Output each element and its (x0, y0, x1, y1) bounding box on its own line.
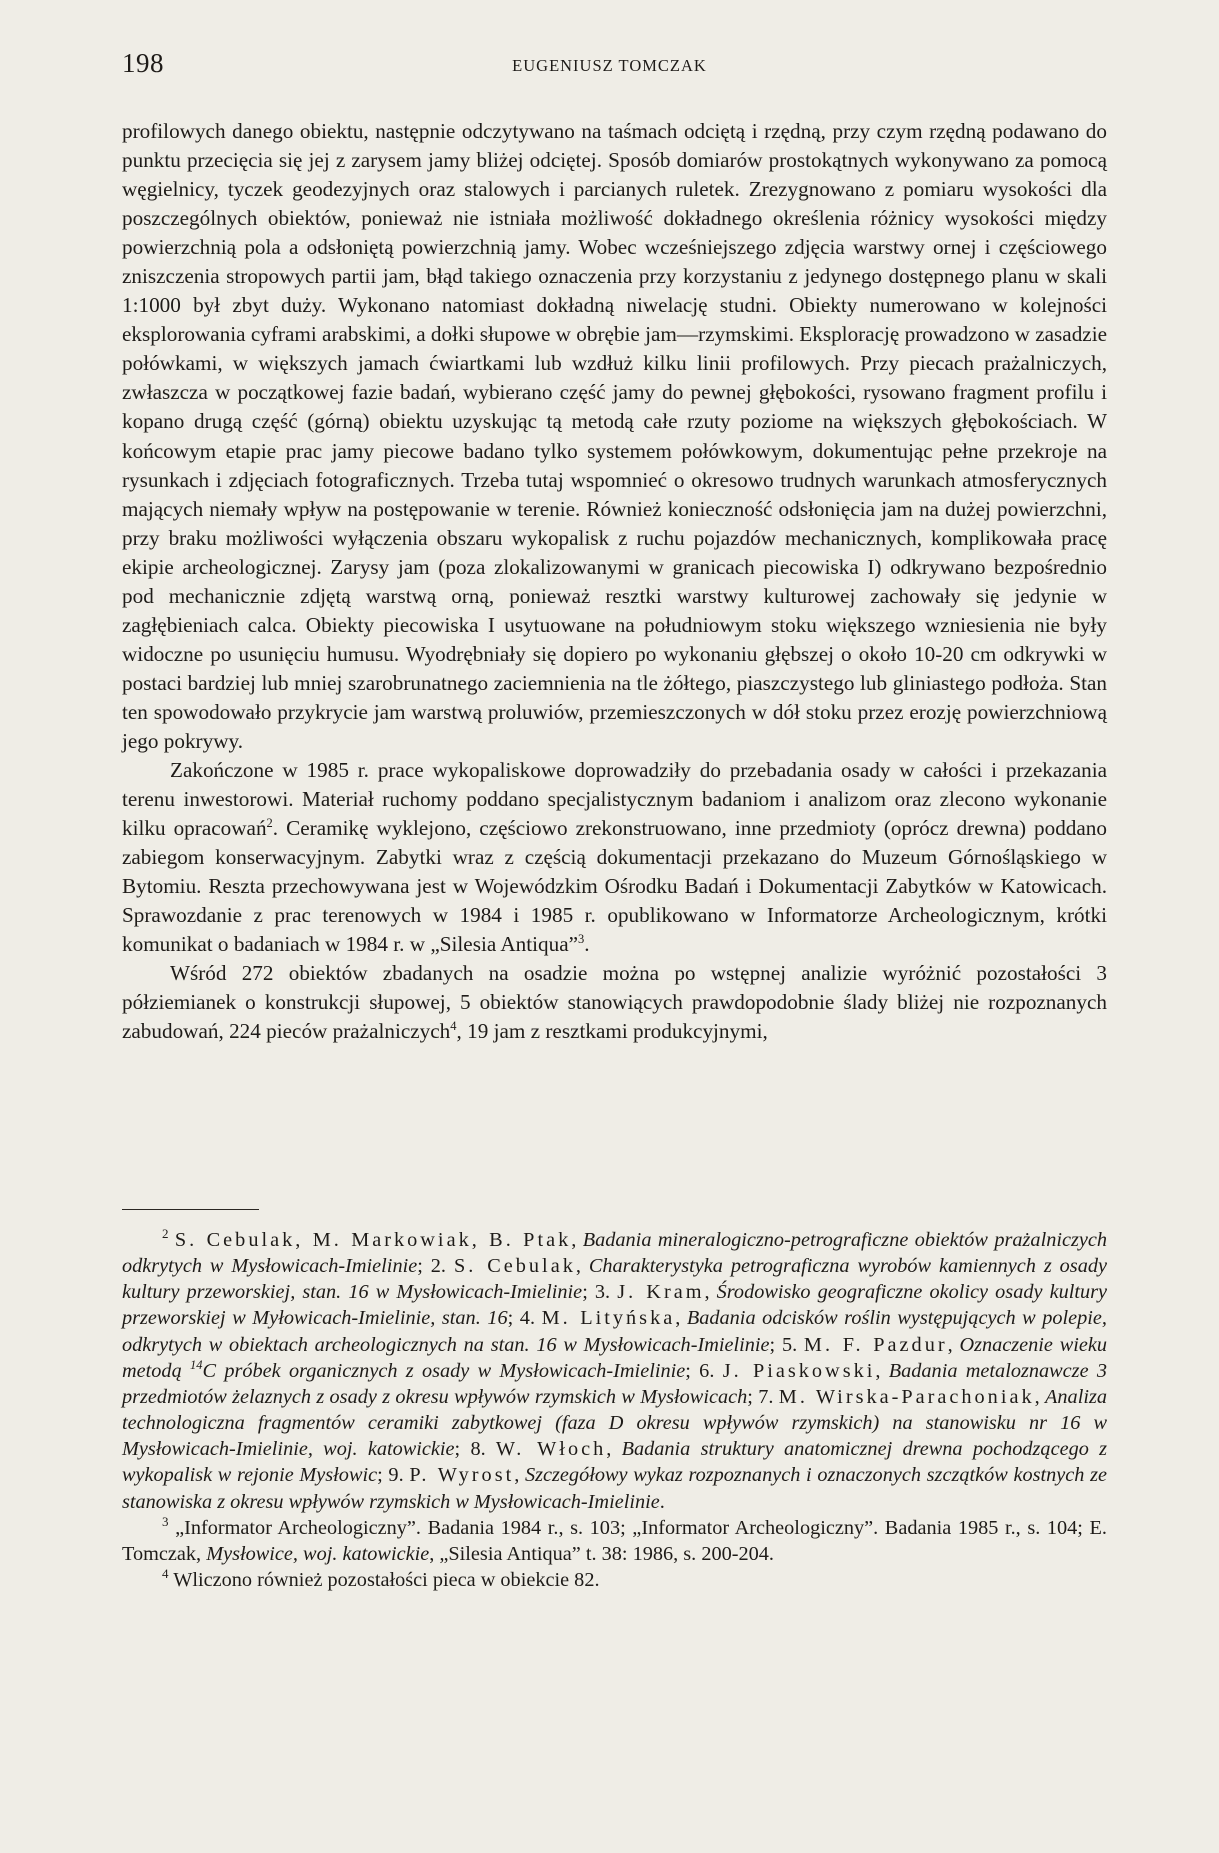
paragraph-2 (122, 756, 1107, 959)
paragraph-3-text-b: , 19 jam z resztkami produkcyjnymi, (456, 1019, 768, 1044)
fn4-text: Wliczono również pozostałości pieca w obiekcie 82. (173, 1569, 600, 1592)
paragraph-1: profilowych danego obiektu, następnie odczytywano na taśmach odciętą i rzędną, przy czym rzędną podawano do punktu przecięcia się jej z zarysem jamy bliżej odciętej. Sposób domiarów prostokątnych wykonywano za pomocą węgielnicy, tyczek geodezyjnych oraz stalowych i parcianych ruletek. Zrezygnowano z pomiaru wysokości dla poszczególnych obiektów, ponieważ nie istniała możliwość dokładnego określenia różnicy wysokości między powierzchnią pola a odsłoniętą powierzchnią jamy. Wobec wcześniejszego zdjęcia warstwy ornej i częściowego zniszczenia stropowych partii jam, błąd takiego oznaczenia przy korzystaniu z jedynego dostępnego planu w skali 1:1000 był zbyt duży. Wykonano natomiast dokładną niwelację studni. Obiekty numerowano w kolejności eksplorowania cyframi arabskimi, a dołki słupowe w obrębie jam—rzymskimi. Eksplorację prowadzono w zasadzie połówkami, w większych jamach ćwiartkami lub wzdłuż kilku linii profilowych. Przy piecach prażalniczych, zwłaszcza w początkowej fazie badań, wybierano część jamy do pewnej głębokości, rysowano fragment profilu i kopano drugą część (górną) obiektu uzyskując tą metodą całe rzuty poziome na większych głębokościach. W końcowym etapie prac jamy piecowe badano tylko systemem połówkowym, dokumentując pełne przekroje na rysunkach i zdjęciach fotograficznych. Trzeba tutaj wspomnieć o okresowo trudnych warunkach atmosferycznych mających niemały wpływ na postępowanie w terenie. Również konieczność odsłonięcia jam na dużej powierzchni, przy braku możliwości wyłączenia obszaru wykopalisk z ruchu pojazdów mechanicznych, komplikowała pracę ekipie archeologicznej. Zarysy jam (poza zlokalizowanymi w granicach piecowiska I) odkrywano bezpośrednio pod mechanicznie zdjętą warstwą orną, ponieważ resztki warstwy kulturowej zachowały się jedynie w zagłębieniach calca. Obiekty piecowiska I usytuowane na południowym stoku większego wzniesienia nie były widoczne po usunięciu humusu. Wyodrębniały się dopiero po wykonaniu głębszej o około 10-20 cm odkrywki w postaci bardziej lub mniej szarobrunatnego zaciemnienia na tle żółtego, piaszczystego lub gliniastego podłoża. Stan ten spowodowało przykrycie jam warstwą proluwiów, przemieszczonych w dół stoku przez erozję powierzchniową jego pokrywy. (122, 119, 1107, 753)
fn2-end: . (659, 1490, 665, 1513)
paragraph-2-text-a: Zakończone w 1985 r. prace wykopaliskowe doprowadziły do przebadania osady w całości i przekazania terenu inwestorowi. Materiał ruchomy poddano specjalistycznym badaniom i analizom oraz zlecono wykonanie kilku opracowań (122, 758, 1107, 841)
fn2-title-5b: C próbek organicznych z osady w Mysłowicach-Imielinie (202, 1359, 686, 1382)
main-text (122, 117, 1107, 1047)
fn2-author-5: M. F. Pazdur (803, 1333, 948, 1356)
fn2-author-2: S. Cebulak (453, 1255, 576, 1278)
footnote-2: $^2$ S. Cebulak, M. Markowiak, B. Ptak, Badania mineralogiczno-petrograficzne obiektów prażalniczych odkrytych w Mysłowicach-Imielinie; 2. S. Cebulak, Charakterystyka petrograficzna wyrobów kamiennych z osady kultury przeworskiej, stan. 16 w Mysłowicach-Imielinie; 3. J. Kram, Środowisko geograficzne okolicy osady kultury przeworskiej w Myłowicach-Imielinie, stan. 16; 4. M. Lityńska, Badania odcisków roślin występujących w polepie, odkrytych w obiektach archeologicznych na stan. 16 w Mysłowicach-Imielinie; 5. M. F. Pazdur, Oznaczenie wieku metodą $^{14}$C próbek organicznych z osady w Mysłowicach-Imielinie; 6. J. Piaskowski, Badania metaloznawcze 3 przedmiotów żelaznych z osady z okresu wpływów rzymskich w Mysłowicach; 7. M. Wirska-Parachoniak, Analiza technologiczna fragmentów ceramiki zabytkowej (faza D okresu wpływów rzymskich) na stanowisku nr 16 w Mysłowicach-Imielinie, woj. katowickie; 8. W. Włoch, Badania struktury anatomicznej drewna pochodzącego z wykopalisk w rejonie Mysłowic; 9. P. Wyrost, Szczegółowy wykaz rozpoznanych i oznaczonych szczątków kostnych ze stanowiska z okresu wpływów rzymskich w Mysłowicach-Imielinie. (122, 1226, 1108, 1513)
fn2-sep-8: ; 8. (454, 1438, 496, 1461)
paragraph-2-text-b: . Ceramikę wyklejono, częściowo zrekonstruowano, inne przedmioty (oprócz drewna) poddano zabiegom konserwacyjnym. Zabytki wraz z częścią dokumentacji przekazano do Muzeum Górnośląskiego w Bytomiu. Reszta przechowywana jest w Wojewódzkim Ośrodku Badań i Dokumentacji Zabytków w Katowicach. Sprawozdanie z prac terenowych w 1984 i 1985 r. opublikowano w Informatorze Archeologicznym, krótki komunikat o badaniach w 1984 r. w „Silesia Antiqua” (122, 816, 1107, 957)
fn3-text-a: „Informator Archeologiczny”. Badania 1984 r., s. 103; „Informator Archeologiczny”. Badania 1985 r., s. 104; E. Tomczak, (122, 1516, 1107, 1565)
fn2-sep-2: ; 2. (417, 1255, 454, 1278)
fn2-author-7: M. Wirska-Parachoniak (778, 1385, 1035, 1408)
footnote-4 (122, 1567, 1107, 1593)
fn2-author-6: J. Piaskowski (722, 1359, 876, 1382)
page-number: 198 (122, 48, 164, 78)
fn2-sep-9: ; 9. (377, 1464, 410, 1487)
paragraph-2-text-c: . (584, 932, 590, 957)
fn2-title-5-sup: 14 (190, 1358, 203, 1373)
fn2-sep-6: ; 6. (685, 1359, 723, 1382)
fn2-author-4: M. Lityńska (541, 1307, 676, 1330)
fn2-title-5a: Oznaczenie wieku metodą (122, 1333, 1108, 1382)
fn2-title-8: Badania struktury anatomicznej drewna pochodzącego z wykopalisk w rejonie Mysłowic (122, 1438, 1108, 1487)
fn2-title-7: Analiza technologiczna fragmentów ceramiki zabytkowej (faza D okresu wpływów rzymskich) na stanowisku nr 16 w Mysłowicach-Imielinie, woj. katowickie (122, 1385, 1108, 1461)
footnote-divider (122, 1209, 259, 1210)
footnote-ref-2: 2 (266, 816, 273, 831)
footnote-2-number: 2 (162, 1226, 169, 1242)
fn2-sep-4: ; 4. (507, 1307, 542, 1330)
footnote-3 (122, 1515, 1107, 1567)
fn3-text-b: , „Silesia Antiqua” t. 38: 1986, s. 200-204. (429, 1542, 774, 1565)
fn3-title: Mysłowice, woj. katowickie (206, 1542, 430, 1565)
fn2-author-3: J. Kram (617, 1281, 705, 1304)
paragraph-3-text-a: Wśród 272 obiektów zbadanych na osadzie można po wstępnej analizie wyróżnić pozostałości 3 półziemianek o konstrukcji słupowej, 5 obiektów stanowiących prawdopodobnie ślady bliżej nie rozpoznanych zabudowań, 224 pieców prażalniczych (122, 961, 1107, 1044)
fn2-author-8: W. Włoch (495, 1438, 607, 1461)
fn2-sep-7: ; 7. (747, 1385, 779, 1408)
footnote-3-number: 3 (162, 1513, 169, 1529)
fn2-title-2: Charakterystyka petrograficzna wyrobów kamiennych z osady kultury przeworskiej, stan. 16 w Mysłowicach-Imielinie (122, 1255, 1107, 1304)
footnote-ref-3: 3 (578, 932, 585, 947)
fn2-title-6: Badania metaloznawcze 3 przedmiotów żelaznych z osady z okresu wpływów rzymskich w Mysłowicach (122, 1359, 1108, 1408)
footnote-ref-4: 4 (450, 1019, 457, 1034)
footnotes (122, 1227, 1107, 1593)
fn2-sep-3: ; 3. (582, 1281, 618, 1304)
paragraph-3 (122, 959, 1107, 1046)
fn2-title-3: Środowisko geograficzne okolicy osady kultury przeworskiej w Myłowicach-Imielinie, stan. 16 (122, 1281, 1108, 1330)
fn2-author-1: S. Cebulak, M. Markowiak, B. Ptak (174, 1229, 572, 1251)
fn2-sep-5: ; 5. (769, 1333, 804, 1356)
fn2-author-9: P. Wyrost (409, 1464, 515, 1487)
fn2-title-9: Szczegółowy wykaz rozpoznanych i oznaczonych szczątków kostnych ze stanowiska z okresu wpływów rzymskich w Mysłowicach-Imielinie (122, 1464, 1108, 1513)
footnote-4-number: 4 (162, 1566, 169, 1582)
fn2-title-1: Badania mineralogiczno-petrograficzne obiektów prażalniczych odkrytych w Mysłowicach-Imielinie (122, 1229, 1108, 1278)
fn2-title-4: Badania odcisków roślin występujących w polepie, odkrytych w obiektach archeologicznych na stan. 16 w Mysłowicach-Imielinie (122, 1307, 1107, 1356)
running-head: EUGENIUSZ TOMCZAK (512, 56, 707, 75)
